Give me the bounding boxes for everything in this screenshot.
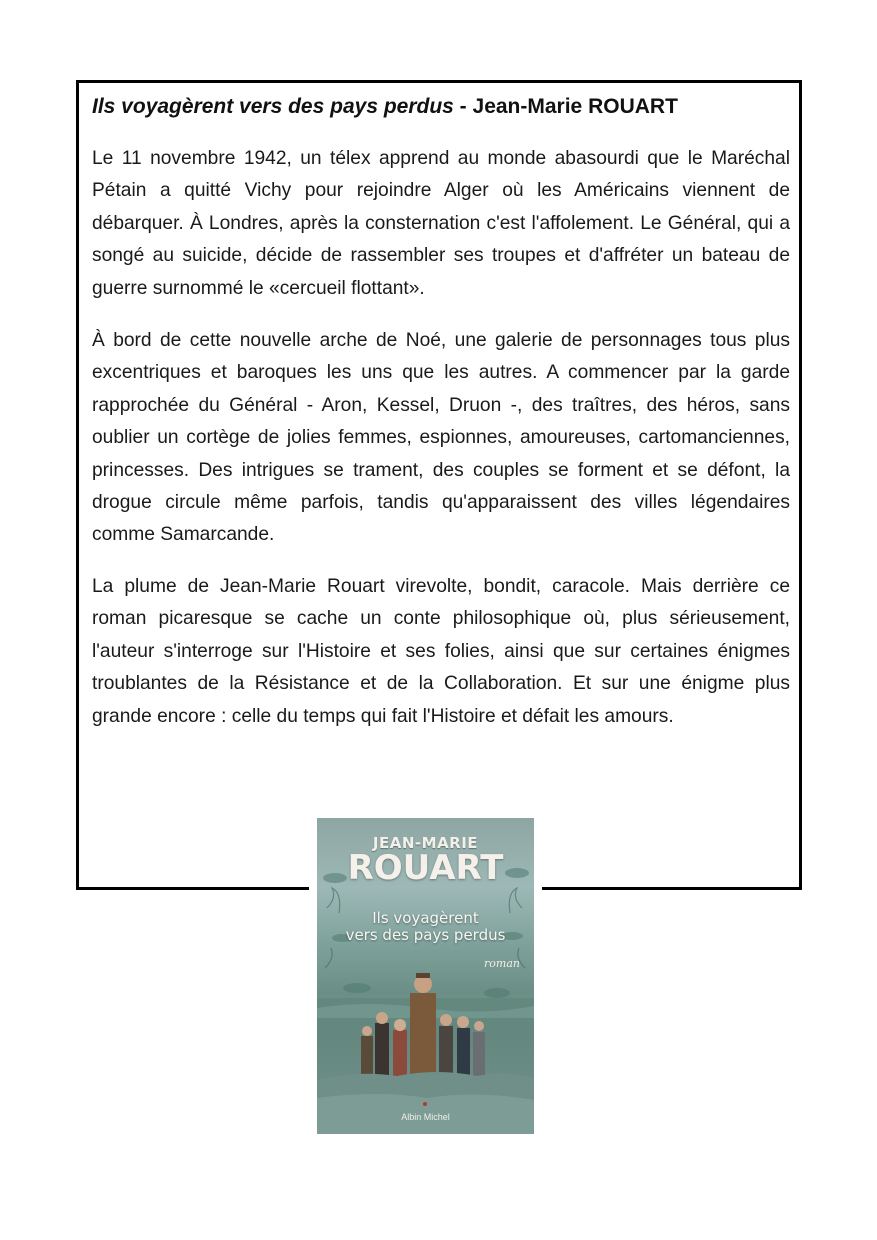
book-cover — [309, 810, 542, 1142]
summary-paragraph-2: À bord de cette nouvelle arche de Noé, une galerie de personnages tous plus excentriques et baroques les uns que les autres. A commencer par la garde rapprochée du Général - Aron, Kessel, Druon -, des traîtres, des héros, sans oublier un cortège de jolies femmes, espionnes, amoureuses, cartomanciennes, princesses. Des intrigues se trament, des couples se forment et se défont, la drogue circule même parfois, tandis qu'apparaissent des villes légendaires comme Samarcande. — [92, 330, 790, 546]
cover-genre: roman — [484, 957, 520, 970]
summary-paragraph-1: Le 11 novembre 1942, un télex apprend au monde abasourdi que le Maréchal Pétain a quitté Vichy pour rejoindre Alger où les Américains viennent de débarquer. À Londres, après la consternation c'est l'affolement. Le Général, qui a songé au suicide, décide de rassembler ses troupes et d'affréter un bateau de guerre surnommé le «cercueil flottant». — [92, 148, 790, 299]
book-cover-illustration — [317, 818, 534, 1134]
cover-publisher: Albin Michel — [401, 1112, 450, 1122]
cover-figures — [361, 973, 485, 1078]
cover-author-last-name: ROUART — [347, 848, 504, 888]
review-heading — [92, 94, 792, 120]
cover-author-first-name: JEAN-MARIE — [372, 834, 479, 852]
title-separator: - — [453, 95, 473, 118]
book-title: Ils voyagèrent vers des pays perdus — [92, 95, 454, 118]
book-author: Jean-Marie ROUART — [472, 95, 678, 118]
summary-paragraph-3: La plume de Jean-Marie Rouart virevolte, bondit, caracole. Mais derrière ce roman picaresque se cache un conte philosophique où, plus sérieusement, l'auteur s'interroge sur l'Histoire et ses folies, ainsi que sur certaines énigmes troublantes de la Résistance et de la Collaboration. Et sur une énigme plus grande encore : celle du temps qui fait l'Histoire et défait les amours. — [92, 576, 790, 727]
cover-title: Ils voyagèrent vers des pays perdus — [345, 909, 506, 944]
